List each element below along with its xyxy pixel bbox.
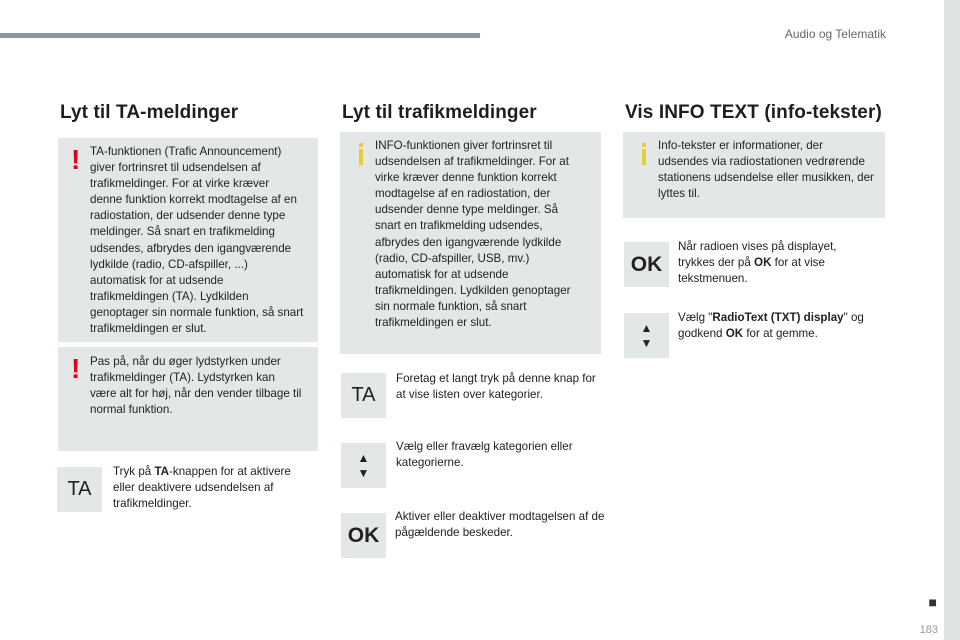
ok-button-icon: OK [341, 513, 386, 558]
warning-text-volume: Pas på, når du øger lydstyrken under trafikmeldinger (TA). Lydstyrken kan være alt for høj, når den vender tilbage til normal funktion. [90, 355, 302, 417]
column-ta-meldinger [60, 102, 322, 124]
warning-icon: ! [71, 144, 81, 175]
column-info-text [625, 102, 895, 124]
instruction-select-category: Vælg eller fravælg kategorien eller kategorierne. [396, 440, 573, 470]
up-down-arrows-icon: ▲ ▼ [341, 443, 386, 488]
instruction-select-radiotext: Vælg "RadioText (TXT) display" og godkend OK for at gemme. [678, 311, 864, 341]
heading-info-text: Vis INFO TEXT (info-tekster) [625, 102, 882, 123]
instruction-long-press: Foretag et langt tryk på denne knap for at vise listen over kategorier. [396, 372, 596, 402]
info-box-info-text [623, 132, 885, 218]
page-number: 183 [919, 624, 938, 636]
warning-box-ta-function [58, 138, 318, 342]
info-box-info-function [340, 132, 601, 354]
heading-ta-meldinger: Lyt til TA-meldinger [60, 102, 239, 123]
warning-icon: ! [71, 353, 81, 384]
info-text-info-function: INFO-funktionen giver fortrinsret til udsendelsen af trafikmeldinger. For at virke kræver denne funktion korrekt modtagelse af en radiostation, der udsender denne type meldinger. Så snart en trafikmelding udsendes, afbrydes den igangværende lydkilde (radio, CD-afspiller, USB, mv.) automatisk for at udsende trafikmeldingen. Lydkilden genoptager sin normale funktion, så snart trafikmeldingen er slut. [375, 139, 571, 330]
section-title: Audio og Telematik [784, 27, 886, 41]
ta-button-icon: TA [57, 467, 102, 512]
instruction-show-text-menu: Når radioen vises på displayet, trykkes der på OK for at vise tekstmenuen. [678, 240, 837, 286]
header-bar [0, 33, 480, 38]
ok-button-icon: OK [624, 242, 669, 287]
instruction-ta-toggle: Tryk på TA-knappen for at aktivere eller deaktivere udsendelsen af trafikmeldinger. [113, 465, 291, 511]
info-icon [642, 149, 646, 165]
info-icon [359, 149, 363, 165]
heading-trafikmeldinger: Lyt til trafikmeldinger [342, 102, 537, 123]
warning-text-ta-function: TA-funktionen (Trafic Announcement) giver fortrinsret til udsendelsen af trafikmeldinger. For at virke kræver denne funktion korrekt modtagelse af en radiostation, der udsender denne type meldinger. Så snart en trafikmelding udsendes, afbrydes den igangværende lydkilde (radio, CD-afspiller, ...) automatisk for at udsende trafikmeldingen (TA). Lydkilden genoptager sin normale funktion, så snart trafikmeldingen er slut. [90, 145, 304, 336]
warning-box-volume [58, 347, 318, 451]
up-down-arrows-icon: ▲ ▼ [624, 313, 669, 358]
page-marker: ■ [928, 594, 937, 610]
info-text-info-text: Info-tekster er informationer, der udsendes via radiostationen vedrørende stationens udsendelse eller musikken, der lyttes til. [658, 139, 874, 201]
ta-button-icon: TA [341, 373, 386, 418]
side-strip [944, 0, 960, 640]
instruction-activate-messages: Aktiver eller deaktiver modtagelsen af de pågældende beskeder. [395, 510, 605, 540]
column-trafikmeldinger [342, 102, 604, 124]
